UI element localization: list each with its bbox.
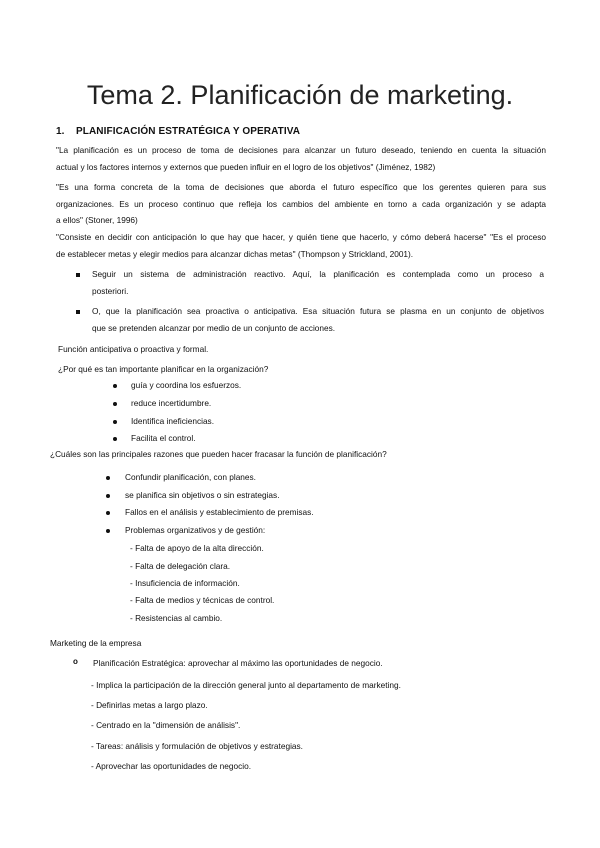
section-heading — [56, 126, 300, 137]
sub-item: - Falta de apoyo de la alta dirección. — [130, 543, 264, 553]
section-number: 1. — [56, 126, 65, 137]
list-item: reduce incertidumbre. — [131, 398, 212, 408]
marketing-sub-item: - Aprovechar las oportunidades de negocio. — [91, 761, 252, 771]
section-title: PLANIFICACIÓN ESTRATÉGICA Y OPERATIVA — [76, 126, 301, 137]
marketing-sub-item: - Tareas: análisis y formulación de objetivos y estrategias. — [91, 741, 303, 751]
bullet-dot-icon — [113, 420, 117, 424]
bullet-paragraph — [92, 303, 544, 336]
bullet-dot-icon — [106, 494, 110, 498]
quote-line: "Consiste en decidir con anticipación lo que hay que hacer, y quién tiene que hacerlo, y cómo deberá hacerse" "Es el proceso — [56, 232, 546, 242]
marketing-sub-item: - Centrado en la "dimensión de análisis". — [91, 720, 241, 730]
list-item: Problemas organizativos y de gestión: — [125, 525, 266, 535]
list-item: Identifica ineficiencias. — [131, 416, 215, 426]
marketing-item: Planificación Estratégica: aprovechar al máximo las oportunidades de negocio. — [93, 658, 383, 668]
bullet-line: O, que la planificación sea proactiva o anticipativa. Esa situación futura se plasma en un conjunto de objetivos — [92, 306, 544, 316]
bullet-dot-icon — [113, 384, 117, 388]
bullet-line: posteriori. — [92, 285, 129, 296]
list-item: Confundir planificación, con planes. — [125, 472, 256, 482]
quote-line: de establecer metas y elegir medios para alcanzar dichas metas" (Thompson y Strickland, 2001). — [56, 248, 414, 259]
marketing-heading: Marketing de la empresa — [50, 638, 142, 648]
sub-item: - Resistencias al cambio. — [130, 613, 223, 623]
porque-question: ¿Por qué es tan importante planificar en la organización? — [58, 364, 269, 374]
bullet-dot-icon — [106, 511, 110, 515]
bullet-dot-icon — [113, 402, 117, 406]
bullet-line: Seguir un sistema de administración reactivo. Aquí, la planificación es contemplada como un proceso a — [92, 269, 544, 279]
marketing-sub-item: - Definirlas metas a largo plazo. — [91, 700, 208, 710]
bullet-dot-icon — [106, 529, 110, 533]
sub-item: - Insuficiencia de información. — [130, 578, 240, 588]
page-title: Tema 2. Planificación de marketing. — [86, 80, 514, 110]
bullet-dot-icon — [106, 476, 110, 480]
quote-line: actual y los factores internos y externos que pueden influir en el logro de los objetivos" (Jiménez, 1982) — [56, 161, 436, 172]
quote-paragraph — [56, 229, 546, 262]
list-item: Fallos en el análisis y establecimiento de premisas. — [125, 507, 314, 517]
sub-item: - Falta de delegación clara. — [130, 561, 231, 571]
square-bullet-icon — [76, 273, 80, 277]
causas-question: ¿Cuáles son las principales razones que pueden hacer fracasar la función de planificación? — [50, 449, 387, 459]
bullet-line: que se pretenden alcanzar por medio de un conjunto de acciones. — [92, 322, 336, 333]
list-item: Facilita el control. — [131, 433, 196, 443]
list-item: se planifica sin objetivos o sin estrategias. — [125, 490, 280, 500]
quote-line: "Es una forma concreta de la toma de decisiones que aborda el futuro específico que los gerentes quieren para sus — [56, 182, 546, 192]
quote-line: "La planificación es un proceso de toma de decisiones para alcanzar un futuro deseado, teniendo en cuenta la situación — [56, 145, 546, 155]
square-bullet-icon — [76, 310, 80, 314]
bullet-dot-icon — [113, 437, 117, 441]
marketing-sub-item: - Implica la participación de la dirección general junto al departamento de marketing. — [91, 680, 401, 690]
quote-paragraph — [56, 179, 546, 229]
sub-item: - Falta de medios y técnicas de control. — [130, 595, 275, 605]
bullet-paragraph — [92, 266, 544, 299]
list-item: guía y coordina los esfuerzos. — [131, 380, 242, 390]
quote-line: organizaciones. Es un proceso continuo que refleja los cambios del ambiente en torno a cada organización y se adapta — [56, 198, 546, 209]
funcion-line: Función anticipativa o proactiva y formal. — [58, 344, 209, 354]
quote-paragraph — [56, 142, 546, 175]
quote-line: a ellos" (Stoner, 1996) — [56, 215, 138, 225]
circle-bullet-icon: o — [73, 657, 78, 666]
